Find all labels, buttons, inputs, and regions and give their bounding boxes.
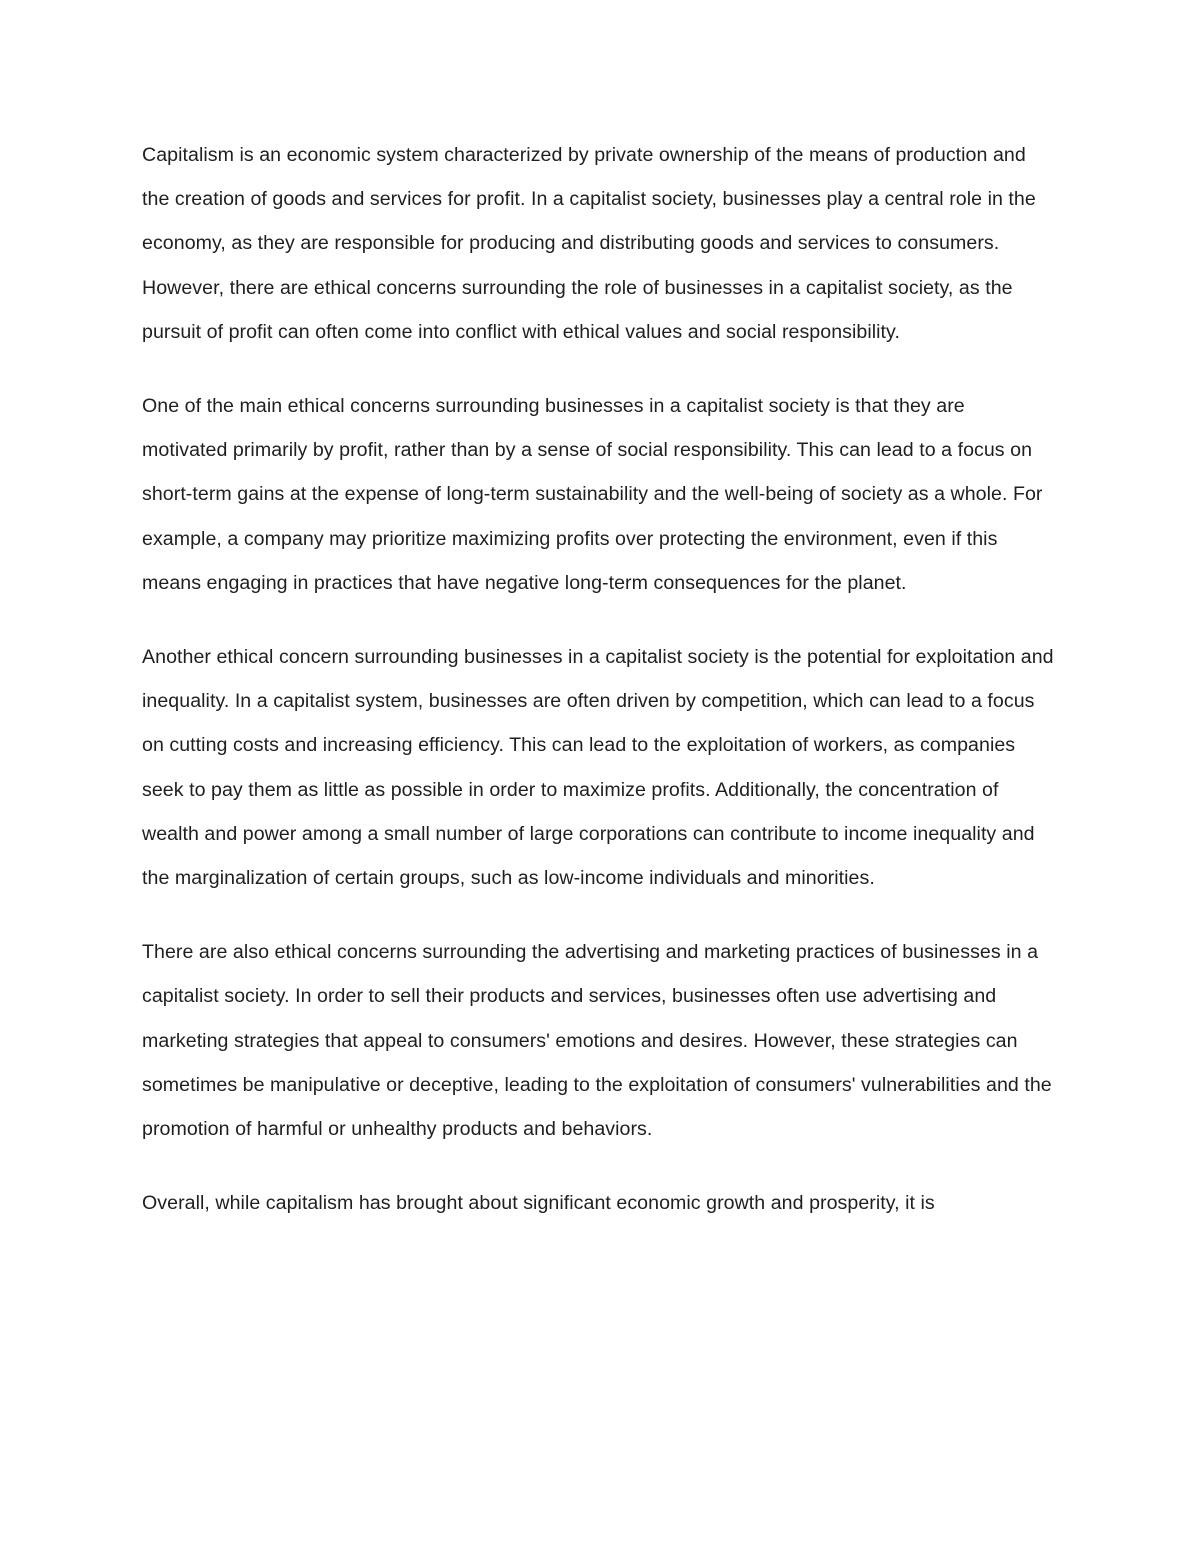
document-body xyxy=(142,133,1054,1255)
paragraph-4: There are also ethical concerns surrounding the advertising and marketing practices of businesses in a capitalist society. In order to sell their products and services, businesses often use advertising and marketing strategies that appeal to consumers' emotions and desires. However, these strategies can sometimes be manipulative or deceptive, leading to the exploitation of consumers' vulnerabilities and the promotion of harmful or unhealthy products and behaviors. xyxy=(142,941,1052,1141)
paragraph-5: Overall, while capitalism has brought about significant economic growth and prosperity, it is xyxy=(142,1192,935,1215)
paragraph-3: Another ethical concern surrounding businesses in a capitalist society is the potential for exploitation and inequality. In a capitalist system, businesses are often driven by competition, which can lead to a focus on cutting costs and increasing efficiency. This can lead to the exploitation of workers, as companies seek to pay them as little as possible in order to maximize profits. Additionally, the concentration of wealth and power among a small number of large corporations can contribute to income inequality and the marginalization of certain groups, such as low-income individuals and minorities. xyxy=(142,646,1054,890)
paragraph-1: Capitalism is an economic system characterized by private ownership of the means of production and the creation of goods and services for profit. In a capitalist society, businesses play a central role in the economy, as they are responsible for producing and distributing goods and services to consumers. However, there are ethical concerns surrounding the role of businesses in a capitalist society, as the pursuit of profit can often come into conflict with ethical values and social responsibility. xyxy=(142,144,1036,343)
paragraph-2: One of the main ethical concerns surrounding businesses in a capitalist society is that they are motivated primarily by profit, rather than by a sense of social responsibility. This can lead to a focus on short-term gains at the expense of long-term sustainability and the well-being of society as a whole. For example, a company may prioritize maximizing profits over protecting the environment, even if this means engaging in practices that have negative long-term consequences for the planet. xyxy=(142,395,1043,594)
